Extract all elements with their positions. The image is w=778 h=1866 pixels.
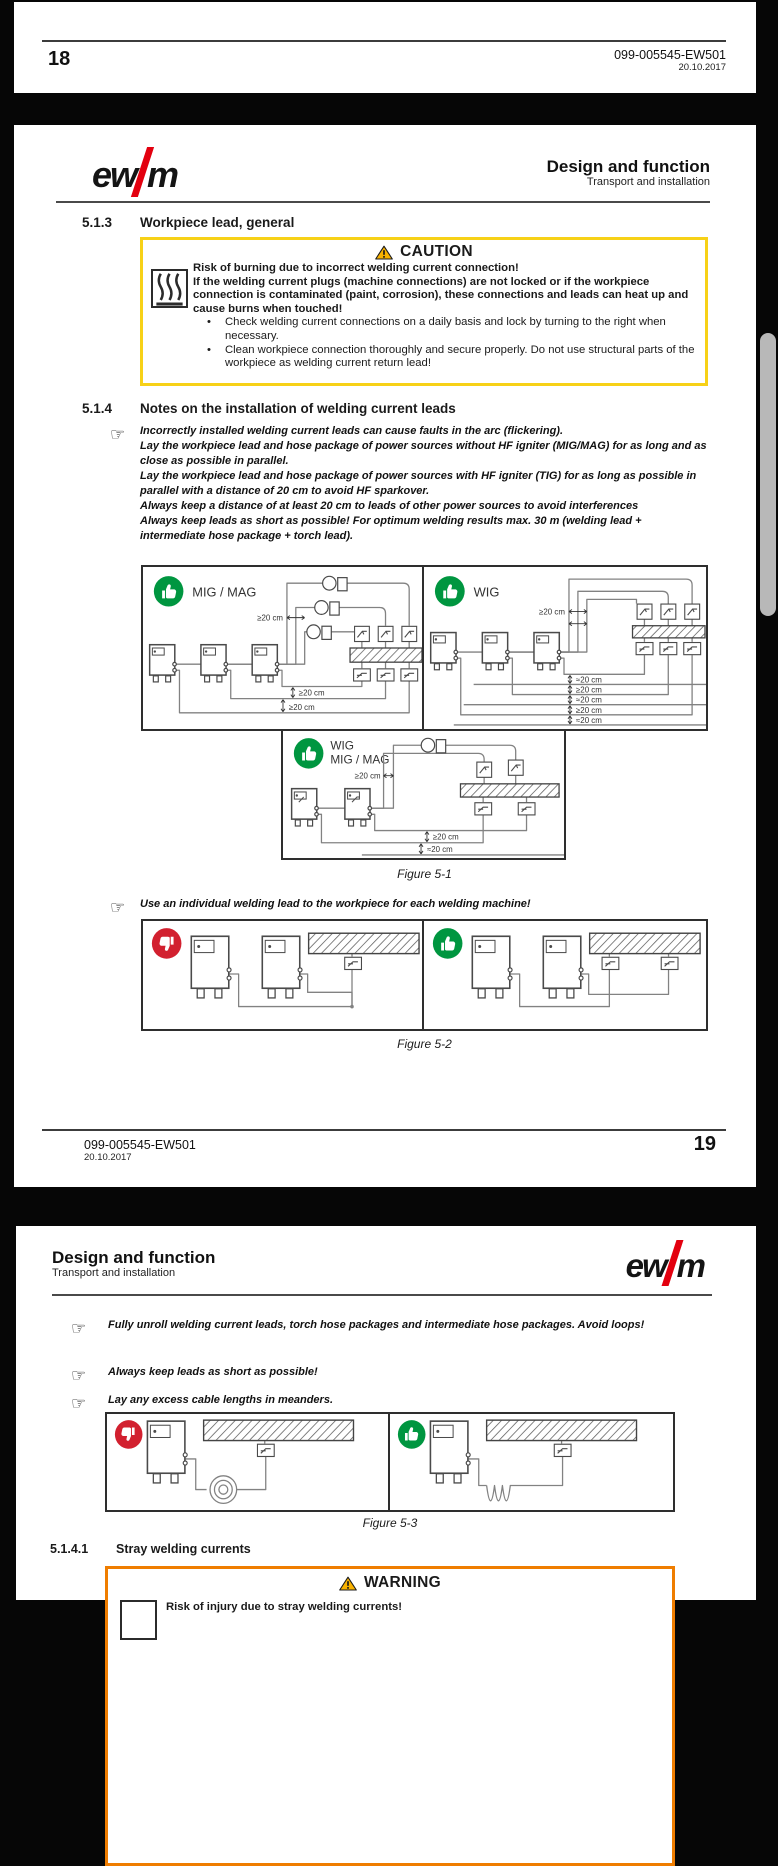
pointing-hand-icon: ☞	[110, 425, 126, 444]
logo-text-right: m	[676, 1247, 704, 1284]
distance-label: ≈20 cm	[575, 675, 602, 685]
caution-bullet-text: Clean workpiece connection thoroughly and secure properly. Do not use structural parts of the workpiece as welding current return lead!	[225, 343, 695, 370]
torch-icon	[661, 604, 676, 619]
panel-label: MIG / MAG	[330, 752, 390, 767]
note-line: Lay the workpiece lead and hose package of power sources without HF igniter (MIG/MAG) for as long and as close as possible in parallel.	[140, 440, 707, 467]
figure-caption: Figure 5-3	[362, 1516, 418, 1530]
note-line: Lay any excess cable lengths in meanders.	[108, 1394, 333, 1406]
panel-label: WIG	[330, 738, 354, 753]
header-subtitle: Transport and installation	[52, 1267, 176, 1279]
power-source	[482, 633, 509, 670]
caution-bullet	[193, 344, 697, 371]
scrollbar-thumb[interactable]	[760, 333, 776, 616]
caution-title: CAUTION	[400, 243, 473, 260]
torch-icon	[637, 604, 652, 619]
note-line: Fully unroll welding current leads, torch hose packages and intermediate hose packages. Avoid loops!	[108, 1319, 645, 1331]
doc-date: 20.10.2017	[678, 62, 726, 73]
ewm-logo	[626, 1240, 704, 1286]
figure-caption: Figure 5-2	[397, 1037, 452, 1051]
clamp-icon	[354, 669, 371, 681]
caution-body	[193, 262, 697, 371]
torch-icon	[402, 626, 417, 641]
power-source	[431, 633, 458, 670]
ok-badge	[294, 738, 324, 768]
distance-label: ≥20 cm	[354, 771, 381, 781]
wire-feeder	[307, 625, 331, 639]
power-source	[534, 633, 561, 670]
torch-icon	[508, 760, 523, 775]
power-source	[191, 936, 231, 998]
page-number: 18	[48, 48, 71, 70]
header-title: Design and function	[52, 1248, 216, 1267]
pointing-hand-icon: ☞	[110, 898, 126, 917]
ok-badge	[398, 1420, 426, 1449]
pdf-page-20	[16, 1226, 756, 1613]
installation-notes	[140, 424, 710, 544]
clamp-icon	[345, 957, 362, 969]
power-source	[472, 936, 512, 998]
clamp-icon	[661, 957, 678, 969]
ok-badge	[435, 576, 465, 606]
bad-badge	[152, 928, 182, 959]
note-line: Always keep leads as short as possible! For optimum welding results max. 30 m (welding lead + intermediate hose package + torch lead).	[140, 515, 642, 542]
note-line: Always keep leads as short as possible!	[108, 1366, 318, 1378]
page-header	[547, 157, 710, 189]
clamp-icon	[602, 957, 619, 969]
page-number: 19	[693, 1133, 716, 1155]
panel-label: WIG	[473, 584, 500, 600]
workpiece	[487, 1420, 637, 1440]
note-line: Incorrectly installed welding current leads can cause faults in the arc (flickering).	[140, 425, 564, 437]
note-line: Lay the workpiece lead and hose package of power sources with HF igniter (TIG) for as long as possible in parallel with a distance of 20 cm to avoid HF sparkover.	[140, 470, 697, 497]
figure-5-3-wrong-panel	[105, 1412, 390, 1512]
pdf-page-18	[14, 2, 756, 93]
bullet-icon: •	[207, 316, 211, 329]
hot-surface-icon	[151, 269, 188, 308]
distance-label: ≥20 cm	[298, 688, 325, 698]
doc-number: 099-005545-EW501	[84, 1138, 196, 1152]
figure-5-2-correct-panel	[422, 919, 708, 1031]
figure-5-1-combo-panel	[281, 729, 566, 860]
power-source	[147, 1421, 187, 1483]
torch-icon	[378, 626, 393, 641]
individual-lead-note: Use an individual welding lead to the workpiece for each welding machine!	[140, 898, 531, 910]
section-number: 5.1.3	[82, 215, 113, 230]
distance-label: ≥20 cm	[257, 613, 283, 623]
distance-label: ≈20 cm	[426, 844, 453, 854]
warning-triangle-icon	[339, 1576, 357, 1591]
distance-label: ≥20 cm	[539, 607, 565, 617]
header-rule	[56, 201, 710, 203]
page-header	[52, 1248, 215, 1280]
power-source	[252, 645, 279, 682]
figure-5-1-wig-panel	[422, 565, 708, 731]
power-source	[430, 1421, 470, 1483]
note-line: Always keep a distance of at least 20 cm to leads of other power sources to avoid interferences	[140, 500, 639, 512]
doc-info	[614, 48, 726, 73]
clamp-icon	[257, 1444, 274, 1456]
bullet-icon: •	[207, 343, 211, 356]
panel-label: MIG / MAG	[192, 584, 257, 600]
section-title: Stray welding currents	[116, 1542, 251, 1556]
clamp-icon	[684, 643, 701, 655]
distance-label: ≥20 cm	[432, 832, 459, 842]
logo-text-left: ew	[92, 154, 137, 195]
caution-bullet	[193, 316, 697, 343]
footer-rule	[42, 40, 726, 42]
caution-line1: Risk of burning due to incorrect welding current connection!	[193, 262, 519, 274]
wire-feeder	[323, 576, 347, 590]
torch-icon	[477, 762, 492, 777]
workpiece	[460, 784, 559, 797]
power-source	[345, 789, 372, 826]
footer-rule	[42, 1129, 726, 1131]
pdf-page-19	[14, 125, 756, 1187]
warning-box	[105, 1566, 675, 1866]
distance-label: ≈20 cm	[575, 715, 602, 725]
pointing-hand-icon: ☞	[71, 1366, 87, 1385]
bad-badge	[115, 1420, 143, 1449]
power-source	[201, 645, 228, 682]
header-rule	[52, 1294, 712, 1296]
doc-date: 20.10.2017	[84, 1152, 132, 1163]
power-source	[543, 936, 583, 998]
distance-label: ≥20 cm	[288, 702, 315, 712]
distance-label: ≥20 cm	[575, 705, 602, 715]
clamp-icon	[660, 643, 677, 655]
section-title: Workpiece lead, general	[140, 215, 295, 230]
warning-title: WARNING	[363, 1574, 441, 1591]
header-subtitle: Transport and installation	[586, 176, 710, 188]
wire-feeder	[315, 601, 339, 615]
doc-number: 099-005545-EW501	[614, 48, 726, 62]
stray-current-icon	[120, 1600, 157, 1640]
section-number: 5.1.4.1	[50, 1542, 89, 1556]
section-number: 5.1.4	[82, 401, 113, 416]
figure-5-2-wrong-panel	[141, 919, 424, 1031]
ok-badge	[433, 928, 463, 959]
warning-title-row	[108, 1574, 672, 1592]
figure-5-1-migmag-panel	[141, 565, 424, 731]
figure-caption: Figure 5-1	[397, 867, 452, 881]
clamp-icon	[554, 1444, 571, 1456]
caution-bullet-text: Check welding current connections on a daily basis and lock by turning to the right when necessary.	[225, 316, 666, 342]
workpiece	[633, 626, 705, 638]
doc-info	[84, 1138, 196, 1163]
figure-5-3-correct-panel	[388, 1412, 675, 1512]
workpiece	[204, 1420, 354, 1440]
power-source	[292, 789, 319, 826]
ewm-logo	[92, 147, 177, 197]
workpiece	[350, 648, 422, 662]
logo-text-right: m	[147, 154, 178, 195]
ok-badge	[154, 576, 184, 606]
clamp-icon	[518, 803, 535, 815]
power-source	[150, 645, 177, 682]
logo-text-left: ew	[625, 1247, 666, 1284]
section-title: Notes on the installation of welding current leads	[140, 401, 456, 416]
wire-feeder	[421, 738, 445, 753]
clamp-icon	[377, 669, 394, 681]
caution-line2: If the welding current plugs (machine connections) are not locked or if the workpiece connection is contaminated (paint, corrosion), these connections and leads can heat up and cause burns when touched!	[193, 275, 689, 315]
header-title: Design and function	[546, 157, 710, 176]
workpiece	[590, 933, 700, 953]
caution-title-row	[143, 243, 705, 261]
clamp-icon	[475, 803, 492, 815]
torch-icon	[685, 604, 700, 619]
pointing-hand-icon: ☞	[71, 1394, 87, 1413]
clamp-icon	[401, 669, 418, 681]
warning-triangle-icon	[375, 245, 393, 260]
warning-risk-line: Risk of injury due to stray welding currents!	[166, 1601, 403, 1613]
distance-label: ≈20 cm	[575, 695, 602, 705]
workpiece	[309, 933, 419, 953]
power-source	[262, 936, 302, 998]
pointing-hand-icon: ☞	[71, 1319, 87, 1338]
torch-icon	[355, 626, 370, 641]
distance-label: ≥20 cm	[575, 685, 602, 695]
clamp-icon	[636, 643, 653, 655]
caution-box	[140, 237, 708, 386]
